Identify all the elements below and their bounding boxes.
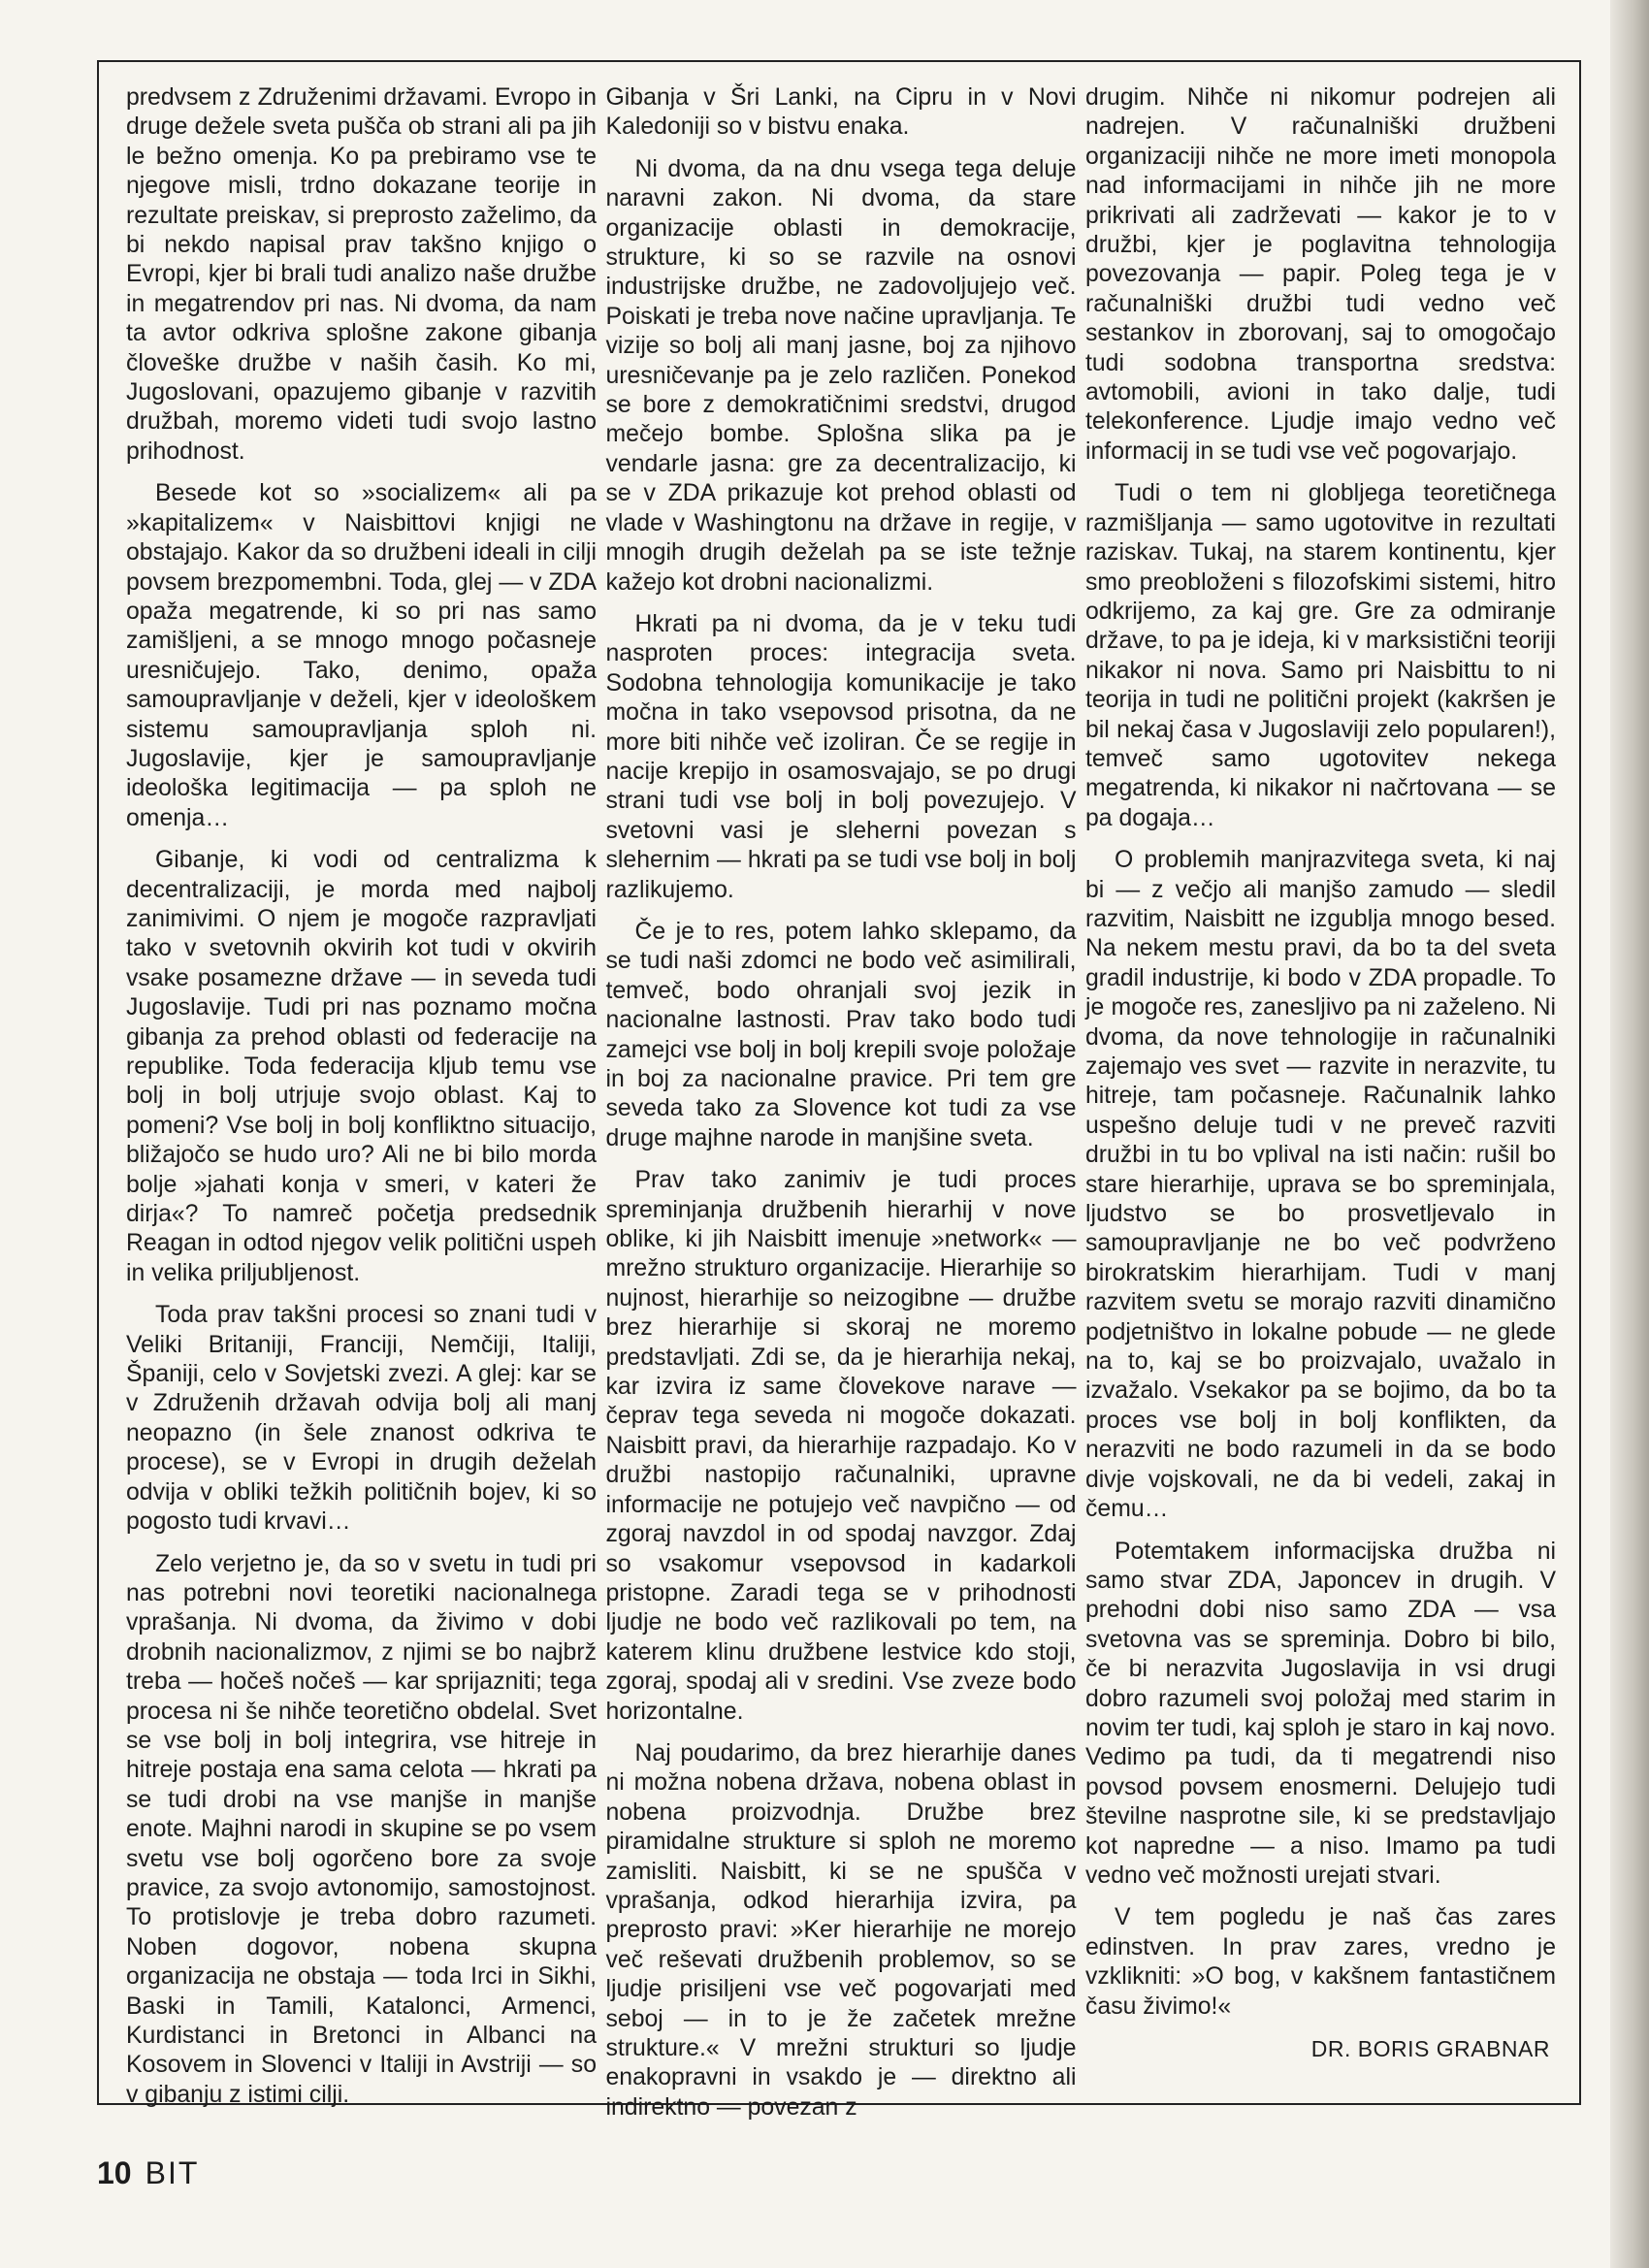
page-footer <box>97 2155 199 2191</box>
paragraph: Prav tako zanimiv je tudi proces spreminjanja družbenih hierarhij v nove oblike, ki jih Naisbitt imenuje »network« — mrežno strukturo organizacije. Hierarhije so nujnost, hierarhije so neizogibne — družbe brez hierarhije si skoraj ne moremo predstavljati. Zdi se, da je hierarhija nekaj, kar izvira iz same človekove narave — čeprav tega seveda ni mogoče dokazati. Naisbitt pravi, da hierarhije razpadajo. Ko v družbi nastopijo računalniki, upravne informacije ne potujejo več navpično — od zgoraj navzdol in od spodaj navzgor. Zdaj so vsakomur vsepovsod in kadarkoli pristopne. Zaradi tega se v prihodnosti ljudje ne bodo več razlikovali po tem, na katerem klinu družbene lestvice kdo stoji, zgoraj, spodaj ali v sredini. Vse zveze bodo horizontalne. <box>605 1167 1077 1725</box>
article-column-3 <box>1085 83 1556 2103</box>
paragraph: Toda prav takšni procesi so znani tudi v Veliki Britaniji, Franciji, Nemčiji, Italiji, Španiji, celo v Sovjetski zvezi. A glej: kar se v Združenih državah odvija bolj ali manj neopazno (in šele znanost odkriva te procese), se v Evropi in drugih deželah odvija v obliki težkih političnih bojev, ki so pogosto tudi krvavi… <box>126 1302 597 1536</box>
page-edge-shadow <box>1610 0 1649 2268</box>
paragraph: predvsem z Združenimi državami. Evropo in druge dežele sveta pušča ob strani ali pa jih le bežno omenja. Ko pa prebiramo vse te njegove misli, trdno dokazane teorije in rezultate preiskav, si preprosto zaželimo, da bi nekdo napisal prav takšno knjigo o Evropi, kjer bi brali tudi analizo naše družbe in megatrendov pri nas. Ni dvoma, da nam ta avtor odkriva splošne zakone gibanja človeške družbe v naših časih. Ko mi, Jugoslovani, opazujemo gibanje v razvitih družbah, moremo videti tudi svojo lastno prihodnost. <box>126 84 597 465</box>
paragraph: Gibanje, ki vodi od centralizma k decentralizaciji, je morda med najbolj zanimivimi. O njem je mogoče razpravljati tako v svetovnih okvirih kot tudi v okvirih vsake posamezne države — in seveda tudi Jugoslavije. Tudi pri nas poznamo močna gibanja za prehod oblasti od federacije na republike. Toda federacija kljub temu vse bolj in bolj utrjuje svojo oblast. Kaj to pomeni? Vse bolj in bolj konfliktno situacijo, bližajočo se hudo uro? Ali ne bi bilo morda bolje »jahati konja v smeri, v kateri že dirja«? To namreč početja predsednik Reagan in odtod njegov velik politični uspeh in velika priljubljenost. <box>126 847 597 1286</box>
paragraph: Hkrati pa ni dvoma, da je v teku tudi nasproten proces: integracija sveta. Sodobna tehnologija komunikacije je tako močna in tako vsepovsod prisotna, da ne more biti nihče več izoliran. Če se regije in nacije krepijo in osamosvajajo, se po drugi strani tudi vse bolj in bolj povezujejo. V svetovni vasi je sleherni povezan s slehernim — hkrati pa se tudi vse bolj in bolj razlikujemo. <box>605 610 1077 903</box>
author-signature: DR. BORIS GRABNAR <box>1310 2036 1550 2061</box>
paragraph: Potemtakem informacijska družba ni samo stvar ZDA, Japoncev in drugih. V prehodni dobi niso samo ZDA — vsa svetovna vas se spreminja. Dobro bi bilo, če bi nerazvita Jugoslavija in vsi drugi dobro razumeli svoj položaj med starim in novim ter tudi, kaj sploh je staro in kaj novo. Vedimo pa tudi, da ti megatrendi niso povsod povsem enosmerni. Delujejo tudi številne nasprotne sile, ki se predstavljajo kot napredne — a niso. Imamo pa tudi vedno več možnosti urejati stvari. <box>1085 1538 1556 1889</box>
article-frame <box>97 60 1581 2121</box>
page-number: 10 <box>97 2155 132 2190</box>
paragraph: V tem pogledu je naš čas zares edinstven. In prav zares, vredno je vzklikniti: »O bog, v kakšnem fantastičnem času živimo!« <box>1085 1904 1556 2020</box>
paragraph: Naj poudarimo, da brez hierarhije danes ni možna nobena država, nobena oblast in nobena proizvodnja. Družbe brez piramidalne strukture si sploh ne moremo zamisliti. Naisbitt, ki se ne spušča v vprašanja, odkod hierarhija izvira, pa preprosto pravi: »Ker hierarhije ne morejo več reševati družbenih problemov, so se ljudje prisiljeni vse več pogovarjati med seboj — in to je že začetek mrežne strukture.« V mrežni strukturi so ljudje enakopravni in vsakdo je — direktno ali indirektno — povezan z <box>605 1739 1077 2121</box>
paragraph: Gibanja v Šri Lanki, na Cipru in v Novi Kaledoniji so v bistvu enaka. <box>605 84 1077 141</box>
paragraph: Tudi o tem ni globljega teoretičnega razmišljanja — samo ugotovitve in rezultati raziskav. Tukaj, na starem kontinentu, kjer smo preobloženi s filozofskimi sistemi, hitro odkrijemo, za kaj gre. Gre za odmiranje države, to pa je ideja, ki v marksistični teoriji nikakor ni nova. Samo pri Naisbittu to ni teorija in tudi ne politični projekt (kakršen je bil nekaj časa v Jugoslaviji zelo popularen!), temveč samo ugotovitev nekega megatrenda, ki nikakor ni načrtovana — se pa dogaja… <box>1085 480 1556 831</box>
paragraph: Ni dvoma, da na dnu vsega tega deluje naravni zakon. Ni dvoma, da stare organizacije oblasti in demokracije, strukture, ki so se razvile na osnovi industrijske družbe, ne zadovoljujejo več. Poiskati je treba nove načine upravljanja. Te vizije so bolj ali manj jasne, boj za njihovo uresničevanje pa je zelo različen. Ponekod se bore z demokratičnimi sredstvi, drugod mečejo bombe. Splošna slika pa je vendarle jasna: gre za decentralizacijo, ki se v ZDA prikazuje kot prehod oblasti od vlade v Washingtonu na države in regije, v mnogih drugih deželah pa se iste težnje kažejo kot drobni nacionalizmi. <box>605 155 1077 596</box>
paragraph: drugim. Nihče ni nikomur podrejen ali nadrejen. V računalniški družbeni organizaciji nihče ne more imeti monopola nad informacijami in nihče jih ne more prikrivati ali zadrževati — kakor je to v družbi, kjer je poglavitna tehnologija povezovanja — papir. Poleg tega je v računalniški družbi tudi vedno več sestankov in zborovanj, saj to omogočajo tudi sodobna transportna sredstva: avtomobili, avioni in tako dalje, tudi telekonference. Ljudje imajo vedno več informacij in se tudi vse več pogovarjajo. <box>1085 84 1556 465</box>
paragraph: Če je to res, potem lahko sklepamo, da se tudi naši zdomci ne bodo več asimilirali, temveč, bodo ohranjali svoj jezik in nacionalne lastnosti. Prav tako bodo tudi zamejci vse bolj in bolj krepili svoje položaje in boj za nacionalne pravice. Pri tem gre seveda tako za Slovence kot tudi za vse druge majhne narode in manjšine sveta. <box>605 918 1077 1151</box>
magazine-name: BIT <box>145 2155 200 2190</box>
paragraph: Besede kot so »socializem« ali pa »kapitalizem« v Naisbittovi knjigi ne obstajajo. Kakor da so družbeni ideali in cilji povsem brezpomembni. Toda, glej — v ZDA opaža megatrende, ki so pri nas samo zamišljeni, a se mnogo mnogo počasneje uresničujejo. Tako, denimo, opaža samoupravljanje v deželi, kjer v ideološkem sistemu samoupravljanja sploh ni. Jugoslavije, kjer je samoupravljanje ideološka legitimacija — pa sploh ne omenja… <box>126 480 597 831</box>
article-column-2 <box>605 83 1077 2121</box>
article-column-1 <box>126 83 597 2108</box>
paragraph: Zelo verjetno je, da so v svetu in tudi pri nas potrebni novi teoretiki nacionalnega vprašanja. Ni dvoma, da živimo v dobi drobnih nacionalizmov, z njimi se bo najbrž treba — hočeš nočeš — kar sprijazniti; tega procesa ni še nihče teoretično obdelal. Svet se vse bolj in bolj integrira, vse hitreje in hitreje postaja ena sama celota — hkrati pa se tudi drobi na vse manjše in manjše enote. Majhni narodi in skupine se po vsem svetu vse bolj ogorčeno bore za svoje pravice, za svojo avtonomijo, samostojnost. To protislovje je treba dobro razumeti. Noben dogovor, nobena skupna organizacija ne obstaja — toda Irci in Sikhi, Baski in Tamili, Katalonci, Armenci, Kurdistanci in Bretonci in Albanci na Kosovem in Slovenci v Italiji in Avstriji — so v gibanju z istimi cilji. <box>126 1550 597 2108</box>
paragraph: O problemih manjrazvitega sveta, ki naj bi — z večjo ali manjšo zamudo — sledil razvitim, Naisbitt ne izgublja mnogo besed. Na nekem mestu pravi, da bo ta del sveta gradil industrije, ki bodo v ZDA propadle. To je mogoče res, zanesljivo pa ni zaželeno. Ni dvoma, da nove tehnologije in računalniki zajemajo ves svet — razvite in nerazvite, tu hitreje, tam počasneje. Računalnik lahko uspešno deluje tudi v ne preveč razviti družbi in tu bo vplival na isti način: rušil bo stare hierarhije, uprava se bo spreminjala, ljudstvo se bo prosvetljevalo in samoupravljanje ne bo več podvrženo birokratskim hierarhijam. Tudi v manj razvitem svetu se morajo razviti dinamično podjetništvo in lokalne pobude — ne glede na to, kaj se bo proizvajalo, uvažalo in izvažalo. Vsekakor pa se bojimo, da bo ta proces vse bolj in bolj konflikten, da nerazviti ne bodo razumeli in da se bodo divje vojskovali, ne da bi vedeli, zakaj in čemu… <box>1085 847 1556 1523</box>
